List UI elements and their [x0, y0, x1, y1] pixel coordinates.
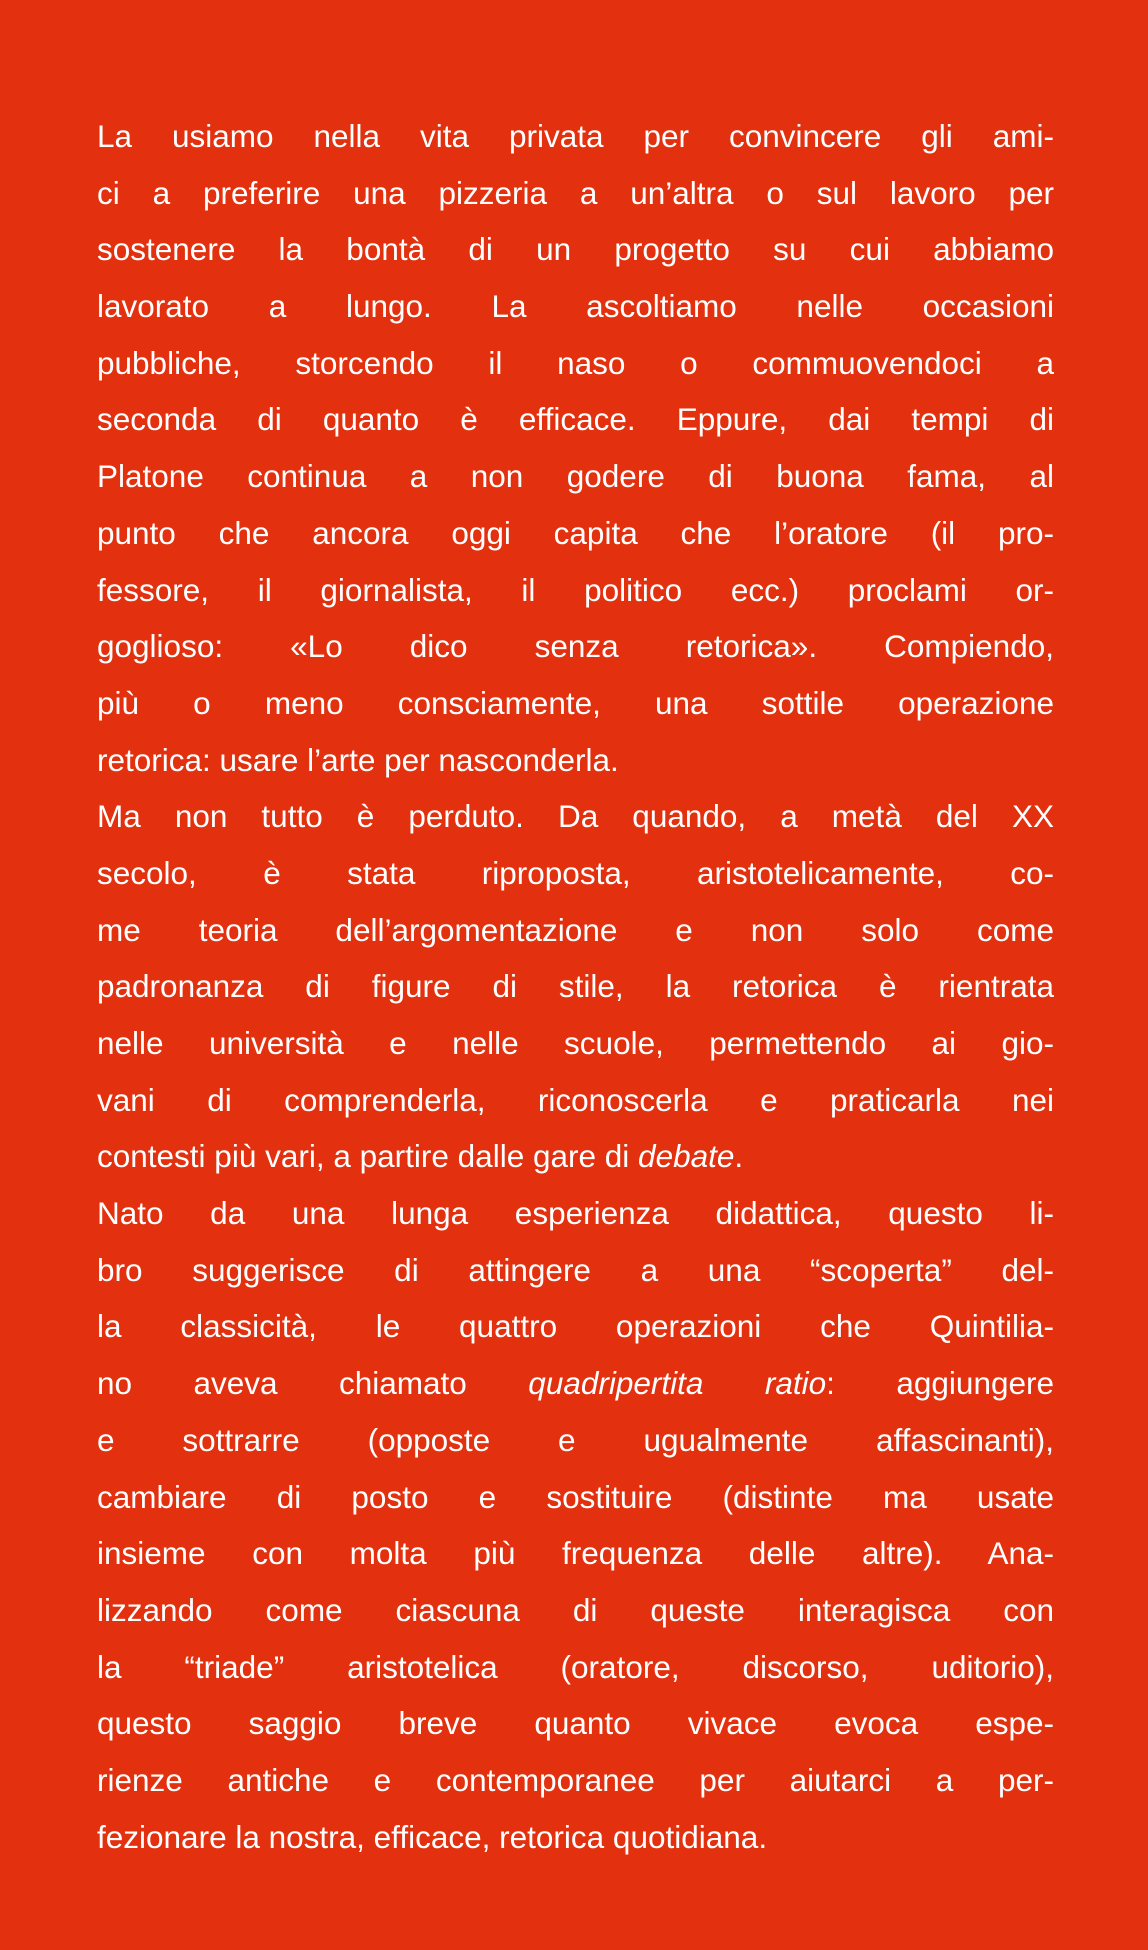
- text-line: lizzando come ciascuna di queste interagisca con: [97, 1591, 1054, 1628]
- text-line: goglioso: «Lo dico senza retorica». Compiendo,: [97, 628, 1054, 665]
- text-line: cambiare di posto e sostituire (distinte ma usate: [97, 1478, 1054, 1515]
- text-segment: : aggiungere: [826, 1365, 1055, 1402]
- paragraph-3: [97, 1185, 1054, 1865]
- text-line: La usiamo nella vita privata per convincere gli ami-: [97, 118, 1054, 154]
- paragraph-2: [97, 788, 1054, 1185]
- text-line: punto che ancora oggi capita che l’oratore (il pro-: [97, 514, 1054, 551]
- text-line: ci a preferire una pizzeria a un’altra o sul lavoro per: [97, 174, 1054, 211]
- text-line: la classicità, le quattro operazioni che Quintilia-: [97, 1308, 1054, 1345]
- text-line: nelle università e nelle scuole, permettendo ai gio-: [97, 1025, 1054, 1061]
- text-line: Nato da una lunga esperienza didattica, questo li-: [97, 1195, 1054, 1232]
- text-line: fezionare la nostra, efficace, retorica quotidiana.: [97, 1818, 768, 1855]
- text-line: Platone continua a non godere di buona fama, al: [97, 458, 1054, 495]
- text-line: [97, 1355, 1054, 1412]
- text-line: insieme con molta più frequenza delle altre). Ana-: [97, 1535, 1054, 1572]
- italic-term-debate: debate: [638, 1138, 735, 1175]
- text-line: secolo, è stata riproposta, aristotelicamente, co-: [97, 854, 1054, 891]
- text-line: Ma non tutto è perduto. Da quando, a metà del XX: [97, 798, 1054, 835]
- text-line: bro suggerisce di attingere a una “scoperta” del-: [97, 1251, 1054, 1288]
- text-line: e sottrarre (opposte e ugualmente affascinanti),: [97, 1421, 1054, 1458]
- text-line: lavorato a lungo. La ascoltiamo nelle occasioni: [97, 288, 1054, 325]
- text-line: la “triade” aristotelica (oratore, discorso, uditorio),: [97, 1648, 1054, 1685]
- text-segment: .: [734, 1138, 744, 1175]
- text-line: pubbliche, storcendo il naso o commuovendoci a: [97, 344, 1054, 381]
- text-line: retorica: usare l’arte per nasconderla.: [97, 741, 619, 778]
- text-line: fessore, il giornalista, il politico ecc.) proclami or-: [97, 571, 1054, 608]
- text-line: padronanza di figure di stile, la retorica è rientrata: [97, 968, 1054, 1005]
- back-cover-blurb: [97, 108, 1054, 1865]
- paragraph-1: [97, 108, 1054, 788]
- text-line: seconda di quanto è efficace. Eppure, dai tempi di: [97, 401, 1054, 438]
- text-line: rienze antiche e contemporanee per aiutarci a per-: [97, 1761, 1054, 1798]
- text-line: vani di comprenderla, riconoscerla e praticarla nei: [97, 1081, 1054, 1118]
- text-segment: no aveva chiamato: [97, 1365, 529, 1402]
- text-line: sostenere la bontà di un progetto su cui abbiamo: [97, 231, 1054, 268]
- italic-term-quadripertita-ratio: quadripertita ratio: [528, 1365, 827, 1402]
- text-segment: contesti più vari, a partire dalle gare di: [97, 1138, 639, 1175]
- text-line: me teoria dell’argomentazione e non solo come: [97, 911, 1054, 948]
- text-line: questo saggio breve quanto vivace evoca espe-: [97, 1705, 1054, 1742]
- text-line: più o meno consciamente, una sottile operazione: [97, 684, 1054, 721]
- text-line: [97, 1128, 1054, 1185]
